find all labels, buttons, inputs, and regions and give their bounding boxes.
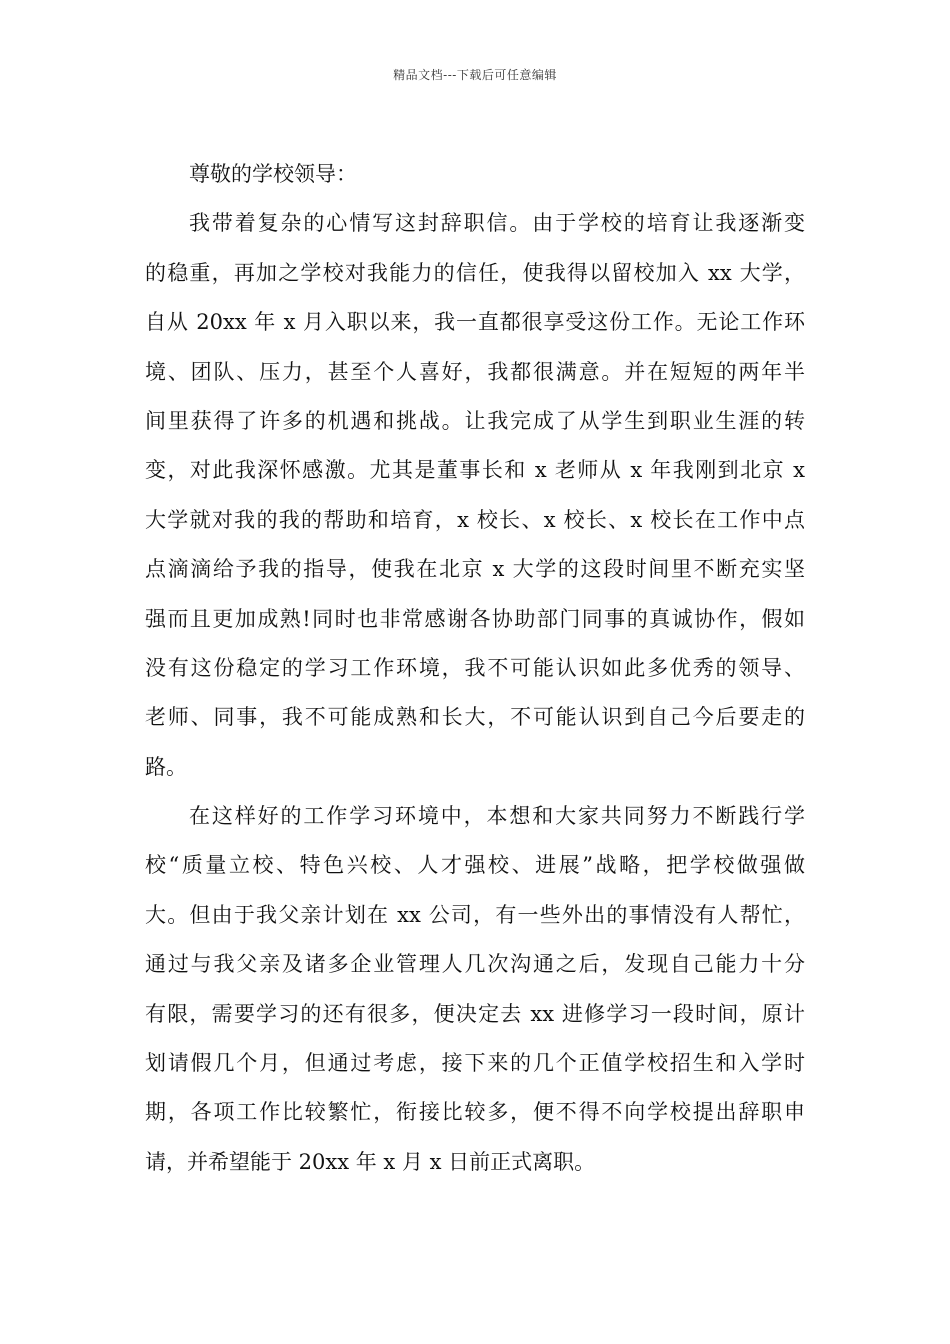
paragraph-line: 境、团队、压力，甚至个人喜好，我都很满意。并在短短的两年半 bbox=[145, 359, 805, 384]
paragraph-line: 校“质量立校、特色兴校、人才强校、进展”战略，把学校做强做 bbox=[145, 853, 805, 878]
paragraph-line: 路。 bbox=[145, 754, 187, 779]
salutation: 尊敬的学校领导： bbox=[189, 162, 357, 186]
paragraph-line: 通过与我父亲及诸多企业管理人几次沟通之后，发现自己能力十分 bbox=[145, 952, 805, 977]
paragraph-line: 我带着复杂的心情写这封辞职信。由于学校的培育让我逐渐变 bbox=[189, 211, 805, 236]
paragraph-line: 老师、同事，我不可能成熟和长大，不可能认识到自己今后要走的 bbox=[145, 705, 805, 730]
paragraph-line: 划请假几个月，但通过考虑，接下来的几个正值学校招生和入学时 bbox=[145, 1051, 805, 1076]
paragraph-line: 没有这份稳定的学习工作环境，我不可能认识如此多优秀的领导、 bbox=[145, 655, 805, 680]
paragraph-line: 在这样好的工作学习环境中，本想和大家共同努力不断践行学 bbox=[189, 804, 805, 829]
paragraph-line: 期，各项工作比较繁忙，衔接比较多，便不得不向学校提出辞职申 bbox=[145, 1100, 805, 1125]
paragraph-line: 自从 20xx 年 x 月入职以来，我一直都很享受这份工作。无论工作环 bbox=[145, 310, 805, 335]
paragraph-line: 有限，需要学习的还有很多，便决定去 xx 进修学习一段时间，原计 bbox=[145, 1001, 805, 1026]
letter-body bbox=[145, 150, 805, 1187]
paragraph-1 bbox=[145, 199, 805, 792]
paragraph-line: 间里获得了许多的机遇和挑战。让我完成了从学生到职业生涯的转 bbox=[145, 408, 805, 433]
paragraph-line: 强而且更加成熟!同时也非常感谢各协助部门同事的真诚协作，假如 bbox=[145, 606, 805, 631]
paragraph-line: 变，对此我深怀感激。尤其是董事长和 x 老师从 x 年我刚到北京 x bbox=[145, 458, 805, 483]
paragraph-line: 大学就对我的我的帮助和培育，x 校长、x 校长、x 校长在工作中点 bbox=[145, 507, 805, 532]
paragraph-line: 的稳重，再加之学校对我能力的信任，使我得以留校加入 xx 大学， bbox=[145, 260, 805, 285]
paragraph-line: 请，并希望能于 20xx 年 x 月 x 日前正式离职。 bbox=[145, 1149, 596, 1174]
paragraph-line: 大。但由于我父亲计划在 xx 公司，有一些外出的事情没有人帮忙， bbox=[145, 902, 805, 927]
paragraph-line: 点滴滴给予我的指导，使我在北京 x 大学的这段时间里不断充实坚 bbox=[145, 557, 805, 582]
header-note: 精品文档---下载后可任意编辑 bbox=[393, 68, 557, 82]
paragraph-2 bbox=[145, 792, 805, 1187]
